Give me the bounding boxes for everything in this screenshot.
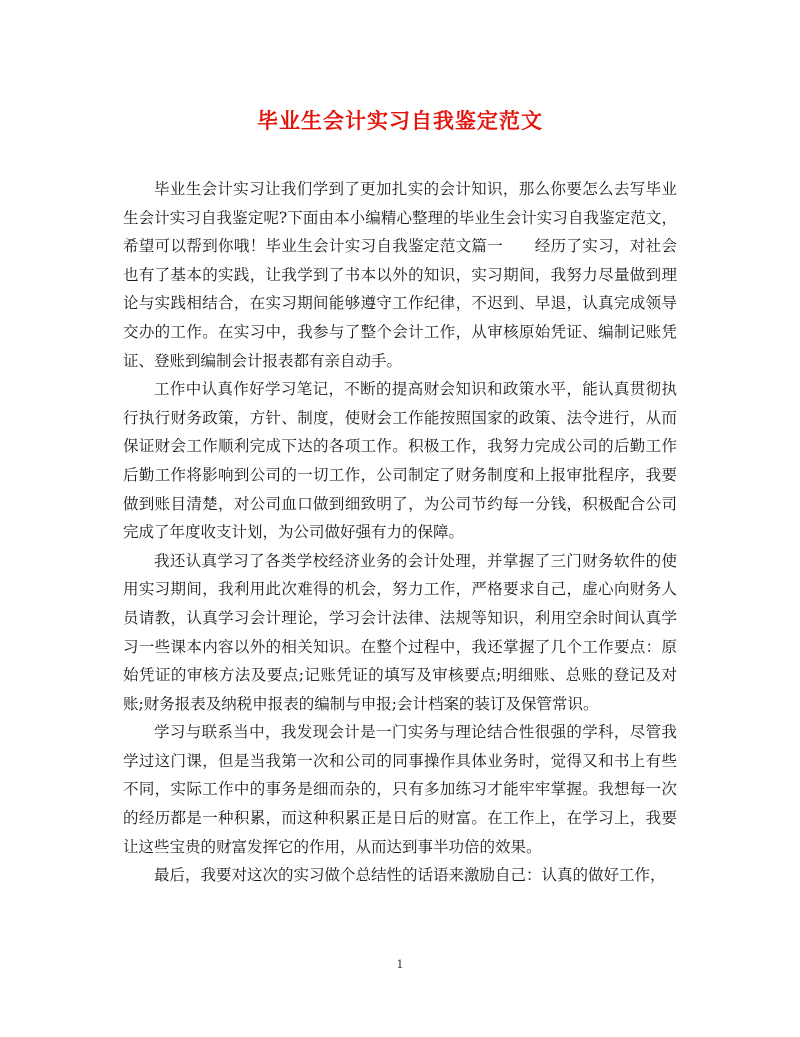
paragraph-2: 工作中认真作好学习笔记，不断的提高财会知识和政策水平，能认真贯彻执行执行财务政策，方针、制度，使财会工作能按照国家的政策、法令进行，从而保证财会工作顺利完成下达的各项工作。积极工作，我努力完成公司的后勤工作后勤工作将影响到公司的一切工作，公司制定了财务制度和上报审批程序，我要做到账目清楚，对公司血口做到细致明了，为公司节约每一分钱，积极配合公司完成了年度收支计划，为公司做好强有力的保障。: [123, 380, 677, 542]
paragraph-1: 毕业生会计实习让我们学到了更加扎实的会计知识，那么你要怎么去写毕业生会计实习自我鉴定呢?下面由本小编精心整理的毕业生会计实习自我鉴定范文，希望可以帮到你哦！毕业生会计实习自我鉴定范文篇一 经历了实习，对社会也有了基本的实践，让我学到了书本以外的知识，实习期间，我努力尽量做到理论与实践相结合，在实习期间能够遵守工作纪律，不迟到、早退，认真完成领导交办的工作。在实习中，我参与了整个会计工作，从审核原始凭证、编制记账凭证、登账到编制会计报表都有亲自动手。: [123, 180, 677, 370]
page-title: 毕业生会计实习自我鉴定范文: [257, 108, 543, 133]
paragraph-5: 最后，我要对这次的实习做个总结性的话语来激励自己：认真的做好工作，: [154, 866, 666, 885]
paragraph-4: 学习与联系当中，我发现会计是一门实务与理论结合性很强的学科，尽管我学过这门课，但是当我第一次和公司的同事操作具体业务时，觉得又和书上有些不同，实际工作中的事务是细而杂的，只有多加练习才能牢牢掌握。我想每一次的经历都是一种积累，而这种积累正是日后的财富。在工作上，在学习上，我要让这些宝贵的财富发挥它的作用，从而达到事半功倍的效果。: [123, 723, 677, 856]
page-number: 1: [396, 958, 404, 971]
document-body: [123, 175, 677, 890]
paragraph-3: 我还认真学习了各类学校经济业务的会计处理，并掌握了三门财务软件的使用实习期间，我利用此次难得的机会，努力工作，严格要求自己，虚心向财务人员请教，认真学习会计理论，学习会计法律、法规等知识，利用空余时间认真学习一些课本内容以外的相关知识。在整个过程中，我还掌握了几个工作要点：原始凭证的审核方法及要点;记账凭证的填写及审核要点;明细账、总账的登记及对账;财务报表及纳税申报表的编制与申报;会计档案的装订及保管常识。: [123, 551, 677, 713]
